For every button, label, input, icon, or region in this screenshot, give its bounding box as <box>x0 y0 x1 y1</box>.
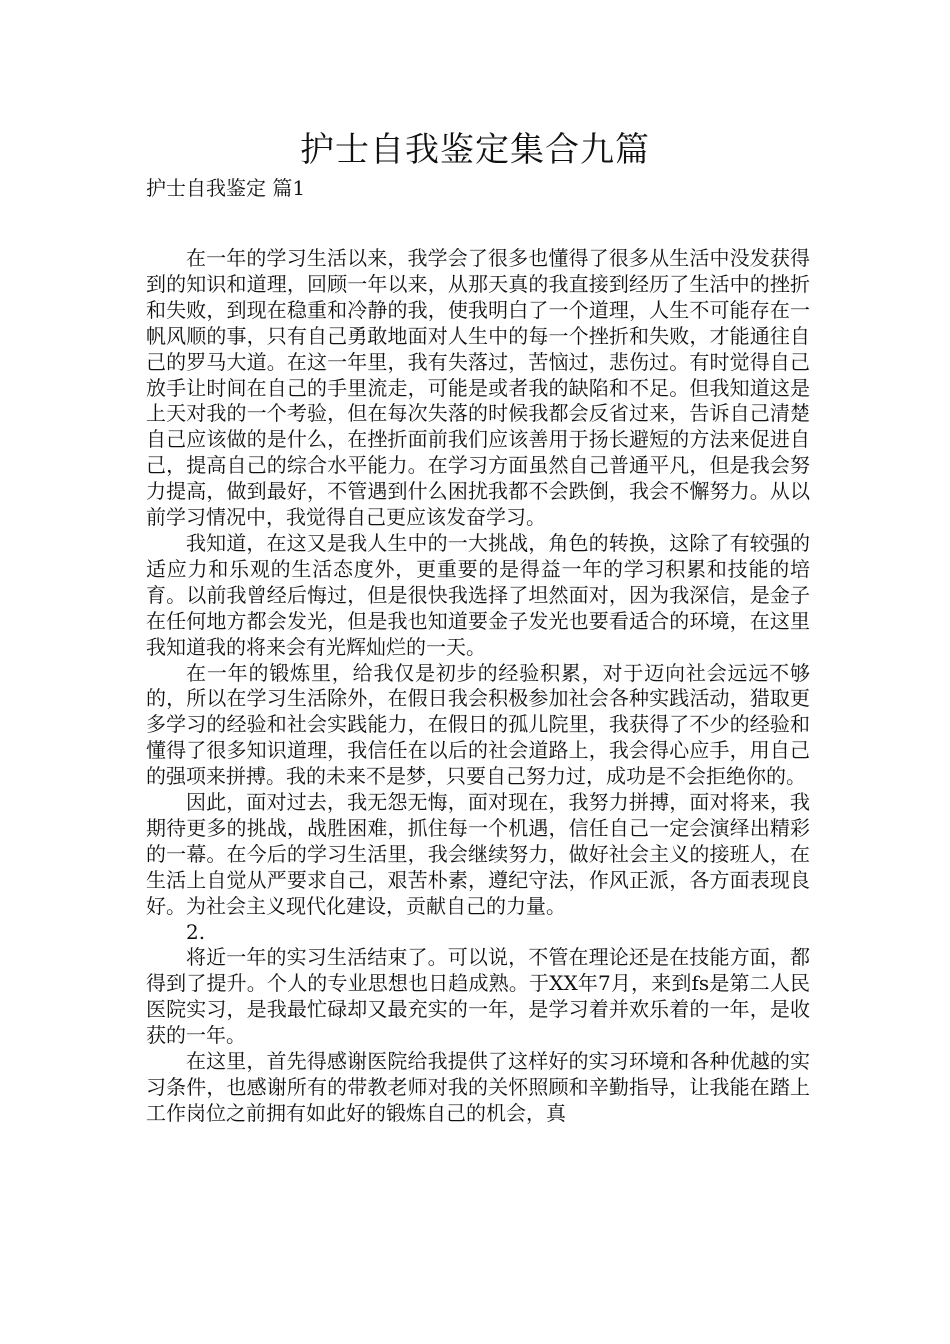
paragraph: 我知道，在这又是我人生中的一大挑战，角色的转换，这除了有较强的适应力和乐观的生活态度外，更重要的是得益一年的学习积累和技能的培育。以前我曾经后悔过，但是很快我选择了坦然面对，因为我深信，是金子在任何地方都会发光，但是我也知道要金子发光也要看适合的环境，在这里我知道我的将来会有光辉灿烂的一天。 <box>146 530 810 659</box>
document-body <box>146 246 810 1127</box>
section-number: 2. <box>186 919 206 944</box>
document-title: 护士自我鉴定集合九篇 <box>300 130 650 170</box>
paragraph: 将近一年的实习生活结束了。可以说，不管在理论还是在技能方面，都得到了提升。个人的专业思想也日趋成熟。于XX年7月，来到fs是第二人民医院实习，是我最忙碌却又最充实的一年，是学习着并欢乐着的一年，是收获的一年。 <box>146 945 810 1048</box>
paragraph: 在这里，首先得感谢医院给我提供了这样好的实习环境和各种优越的实习条件，也感谢所有的带教老师对我的关怀照顾和辛勤指导，让我能在踏上工作岗位之前拥有如此好的锻炼自己的机会，真 <box>146 1049 810 1125</box>
paragraph: 在一年的锻炼里，给我仅是初步的经验积累，对于迈向社会远远不够的，所以在学习生活除外，在假日我会积极参加社会各种实践活动，猎取更多学习的经验和社会实践能力，在假日的孤儿院里，我获得了不少的经验和懂得了很多知识道理，我信任在以后的社会道路上，我会得心应手，用自己的强项来拼搏。我的未来不是梦，只要自己努力过，成功是不会拒绝你的。 <box>146 660 810 789</box>
document-subtitle: 护士自我鉴定 篇1 <box>146 176 306 200</box>
paragraph: 在一年的学习生活以来，我学会了很多也懂得了很多从生活中没发获得到的知识和道理，回顾一年以来，从那天真的我直接到经历了生活中的挫折和失败，到现在稳重和冷静的我，使我明白了一个道理，人生不可能存在一帆风顺的事，只有自己勇敢地面对人生中的每一个挫折和失败，才能通往自己的罗马大道。在这一年里，我有失落过，苦恼过，悲伤过。有时觉得自己放手让时间在自己的手里流走，可能是或者我的缺陷和不足。但我知道这是上天对我的一个考验，但在每次失落的时候我都会反省过来，告诉自己清楚自己应该做的是什么，在挫折面前我们应该善用于扬长避短的方法来促进自己，提高自己的综合水平能力。在学习方面虽然自己普通平凡，但是我会努力提高，做到最好，不管遇到什么困扰我都不会跌倒，我会不懈努力。从以前学习情况中，我觉得自己更应该发奋学习。 <box>146 246 810 530</box>
paragraph: 因此，面对过去，我无怨无悔，面对现在，我努力拼搏，面对将来，我期待更多的挑战，战胜困难，抓住每一个机遇，信任自己一定会演绎出精彩的一幕。在今后的学习生活里，我会继续努力，做好社会主义的接班人，在生活上自觉从严要求自己，艰苦朴素，遵纪守法，作风正派，各方面表现良好。为社会主义现代化建设，贡献自己的力量。 <box>146 790 810 918</box>
